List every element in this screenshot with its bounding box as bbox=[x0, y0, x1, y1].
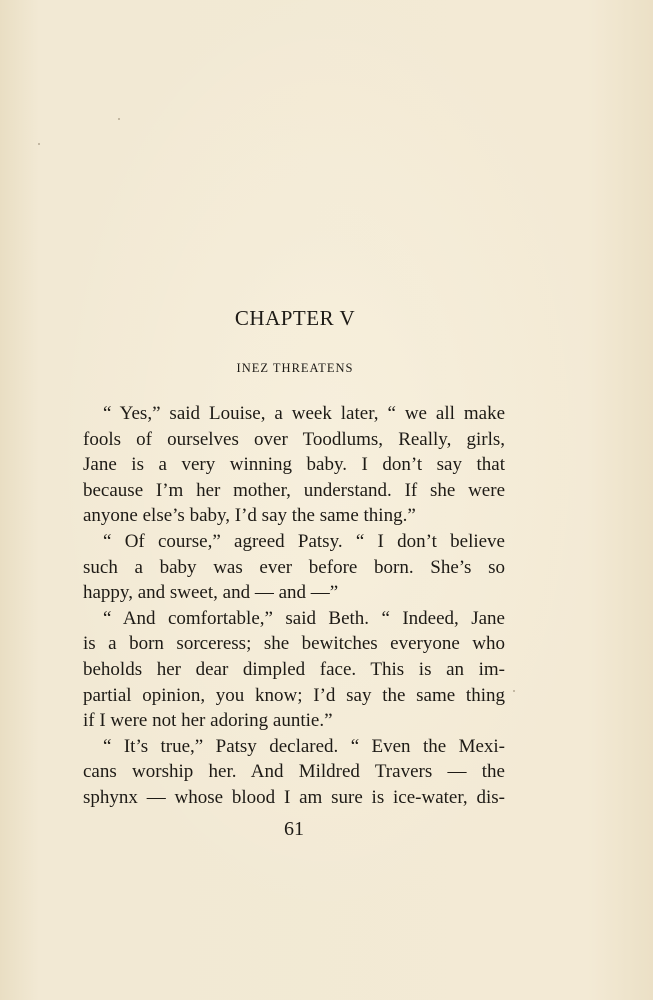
text-line: “ It’s true,” Patsy declared. “ Even the Mexi- bbox=[103, 735, 505, 757]
text-line: happy, and sweet, and — and —” bbox=[83, 582, 339, 604]
body-text bbox=[83, 401, 505, 811]
text-line: if I were not her adoring auntie.” bbox=[83, 710, 333, 732]
text-line: “ And comfortable,” said Beth. “ Indeed, Jane bbox=[103, 607, 505, 629]
chapter-subtitle: INEZ THREATENS bbox=[236, 361, 354, 375]
text-line: fools of ourselves over Toodlums, Really, girls, bbox=[83, 428, 505, 450]
text-line: sphynx — whose blood I am sure is ice-water, dis- bbox=[83, 786, 505, 808]
page-number: 61 bbox=[284, 818, 304, 840]
text-line: such a baby was ever before born. She’s so bbox=[83, 556, 505, 578]
text-line: because I’m her mother, understand. If she were bbox=[83, 479, 505, 501]
paper-speck bbox=[513, 690, 515, 692]
text-line: cans worship her. And Mildred Travers — the bbox=[83, 761, 505, 783]
text-line: Jane is a very winning baby. I don’t say that bbox=[83, 454, 505, 476]
text-line: anyone else’s baby, I’d say the same thing.” bbox=[83, 505, 416, 527]
text-line: partial opinion, you know; I’d say the same thing bbox=[83, 684, 505, 706]
paper-speck bbox=[118, 118, 120, 120]
paper-speck bbox=[38, 143, 40, 145]
chapter-title: CHAPTER V bbox=[234, 306, 356, 330]
text-line: “ Of course,” agreed Patsy. “ I don’t believe bbox=[103, 530, 505, 552]
text-line: “ Yes,” said Louise, a week later, “ we all make bbox=[103, 403, 505, 424]
text-line: beholds her dear dimpled face. This is an im- bbox=[83, 658, 505, 680]
text-line: is a born sorceress; she bewitches everyone who bbox=[83, 633, 505, 655]
